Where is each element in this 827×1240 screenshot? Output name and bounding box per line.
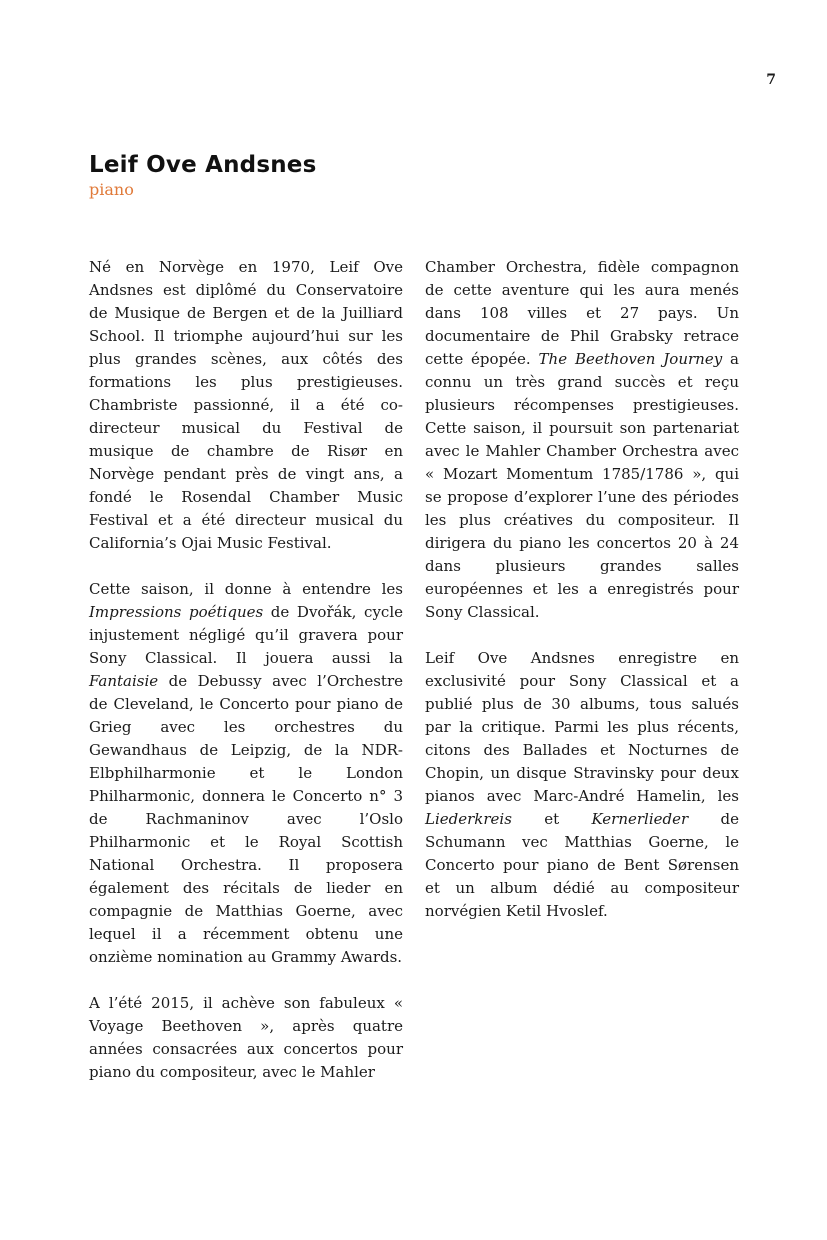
text-run: a connu un très grand succès et reçu plusieurs récompenses prestigieuses. Cette saison, il poursuit son partenariat avec le Mahler Chamber Orchestra avec « Mozart Momentum 1785/1786 », qui se propose d’explorer l’une des périodes les plus créatives du compositeur. Il dirigera du piano les concertos 20 à 24 dans plusieurs grandes salles européennes et les a enregistrés pour Sony Classical.	[425, 350, 739, 621]
text-run: Leif Ove Andsnes enregistre en exclusivité pour Sony Classical et a publié plus de 30 albums, tous salués par la critique. Parmi les plus récents, citons des Ballades et Nocturnes de Chopin, un disque Stravinsky pour deux pianos avec Marc-André Hamelin, les	[425, 649, 739, 805]
text-run: de Dvořák, cycle injustement négligé qu’il gravera pour Sony Classical. Il jouera aussi la	[89, 603, 403, 667]
work-title: The Beethoven Journey	[538, 350, 723, 368]
work-title: Impressions poétiques	[89, 603, 264, 621]
text-run: Cette saison, il donne à entendre les	[89, 580, 403, 598]
paragraph	[425, 647, 739, 923]
paragraph	[89, 578, 403, 969]
paragraph	[425, 256, 739, 624]
paragraph: Né en Norvège en 1970, Leif Ove Andsnes est diplômé du Conservatoire de Musique de Bergen et de la Juilliard School. Il triomphe aujourd’hui sur les plus grandes scènes, aux côtés des formations les plus prestigieuses. Chambriste passionné, il a été co-directeur musical du Festival de musique de chambre de Risør en Norvège pendant près de vingt ans, a fondé le Rosendal Chamber Music Festival et a été directeur musical du California’s Ojai Music Festival.	[89, 258, 403, 552]
biography-right-column	[425, 256, 739, 946]
page-number: 7	[766, 72, 776, 88]
text-run: et	[511, 810, 592, 828]
work-title: Kernerlieder	[591, 810, 689, 828]
biography-left-column	[89, 256, 403, 1107]
artist-name: Leif Ove Andsnes	[89, 152, 317, 178]
text-run: Chamber Orchestra, fidèle compagnon de cette aventure qui les aura menés dans 108 villes et 27 pays. Un documentaire de Phil Grabsky retrace cette épopée.	[425, 258, 739, 368]
work-title: Fantaisie	[89, 672, 159, 690]
work-title: Liederkreis	[425, 810, 512, 828]
text-run: de Debussy avec l’Orchestre de Cleveland, le Concerto pour piano de Grieg avec les orchestres du Gewandhaus de Leipzig, de la NDR-Elbphilharmonie et le London Philharmonic, donnera le Concerto n° 3 de Rachmaninov avec l’Oslo Philharmonic et le Royal Scottish National Orchestra. Il proposera également des récitals de lieder en compagnie de Matthias Goerne, avec lequel il a récemment obtenu une onzième nomination au Grammy Awards.	[89, 672, 403, 966]
paragraph: A l’été 2015, il achève son fabuleux « Voyage Beethoven », après quatre années consacrées aux concertos pour piano du compositeur, avec le Mahler	[89, 994, 403, 1081]
text-run: de Schumann vec Matthias Goerne, le Concerto pour piano de Bent Sørensen et un album dédié au compositeur norvégien Ketil Hvoslef.	[425, 810, 739, 920]
biography-header	[89, 150, 317, 200]
artist-instrument: piano	[89, 180, 134, 199]
